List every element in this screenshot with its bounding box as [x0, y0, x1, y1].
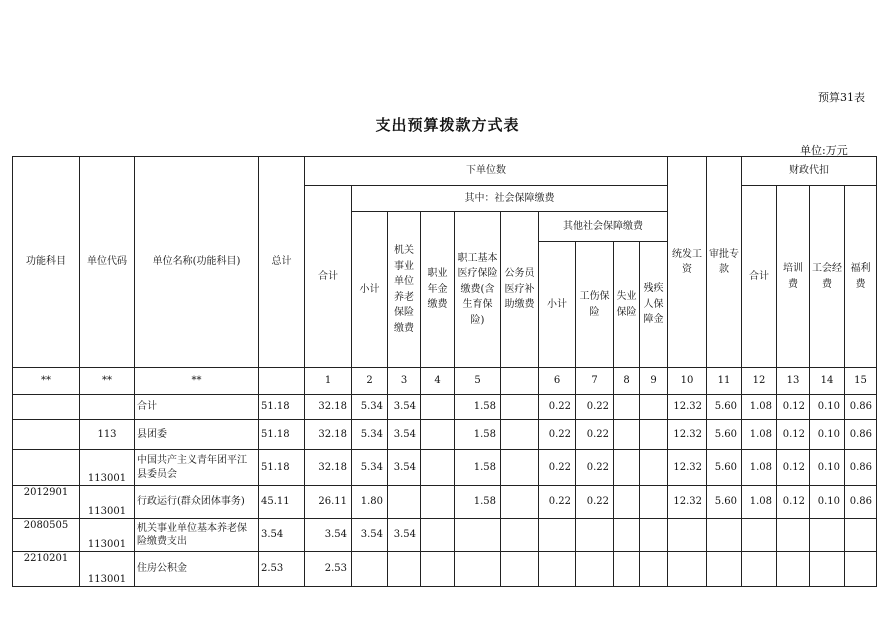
- func-code-cell: 2210201: [13, 552, 80, 587]
- unit-code-cell: 113: [80, 420, 135, 450]
- amount-cell: 12.32: [668, 486, 707, 519]
- amount-cell: 0.10: [810, 395, 845, 420]
- amount-cell: 51.18: [259, 450, 305, 486]
- header-subtotal-sum: 合计: [305, 186, 352, 368]
- amount-cell: [640, 395, 668, 420]
- amount-cell: [388, 486, 421, 519]
- func-code-cell: 2080505: [13, 519, 80, 552]
- amount-cell: [501, 420, 539, 450]
- budget-table: [12, 156, 877, 587]
- index-cell: 8: [614, 368, 640, 395]
- header-fin-sum: 合计: [742, 186, 777, 368]
- amount-cell: 0.10: [810, 486, 845, 519]
- index-cell: **: [135, 368, 259, 395]
- amount-cell: 5.60: [707, 395, 742, 420]
- table-body: [13, 395, 877, 587]
- header-func-code: 功能科目: [13, 157, 80, 368]
- index-cell: 4: [421, 368, 455, 395]
- amount-cell: 1.08: [742, 420, 777, 450]
- amount-cell: 0.22: [539, 486, 576, 519]
- index-cell: [259, 368, 305, 395]
- table-row: [13, 420, 877, 450]
- index-cell: 15: [845, 368, 877, 395]
- amount-cell: [539, 519, 576, 552]
- amount-cell: [501, 395, 539, 420]
- amount-cell: [576, 519, 614, 552]
- index-cell: 9: [640, 368, 668, 395]
- amount-cell: 32.18: [305, 395, 352, 420]
- header-unified-salary: 统发工资: [668, 157, 707, 368]
- index-cell: 1: [305, 368, 352, 395]
- amount-cell: [640, 519, 668, 552]
- amount-cell: [421, 552, 455, 587]
- amount-cell: 0.22: [576, 450, 614, 486]
- page-title: 支出预算拨款方式表: [375, 116, 520, 134]
- amount-cell: 0.12: [777, 486, 810, 519]
- index-cell: [501, 368, 539, 395]
- amount-cell: 2.53: [259, 552, 305, 587]
- amount-cell: [501, 519, 539, 552]
- amount-cell: 0.22: [539, 395, 576, 420]
- func-code-cell: [13, 450, 80, 486]
- amount-cell: [388, 552, 421, 587]
- amount-cell: 0.86: [845, 395, 877, 420]
- amount-cell: 0.12: [777, 395, 810, 420]
- header-annuity: 职业年金缴费: [421, 212, 455, 368]
- amount-cell: 12.32: [668, 420, 707, 450]
- amount-cell: [614, 552, 640, 587]
- amount-cell: 0.12: [777, 450, 810, 486]
- amount-cell: [640, 420, 668, 450]
- header-pension: 机关事业单位养老保险缴费: [388, 212, 421, 368]
- func-code-cell: [13, 420, 80, 450]
- amount-cell: 5.34: [352, 420, 388, 450]
- amount-cell: 0.12: [777, 420, 810, 450]
- amount-cell: [421, 395, 455, 420]
- index-row: [13, 368, 877, 395]
- header-finance-group: 财政代扣: [742, 157, 877, 186]
- unit-name-cell: 合计: [135, 395, 259, 420]
- index-cell: 11: [707, 368, 742, 395]
- unit-code-cell: 113001: [80, 519, 135, 552]
- amount-cell: 1.58: [455, 486, 501, 519]
- unit-name-cell: 住房公积金: [135, 552, 259, 587]
- unit-label: 单位:万元: [800, 144, 848, 157]
- index-cell: **: [13, 368, 80, 395]
- amount-cell: 0.86: [845, 450, 877, 486]
- header-total: 总计: [259, 157, 305, 368]
- amount-cell: 51.18: [259, 420, 305, 450]
- amount-cell: [707, 519, 742, 552]
- amount-cell: [668, 519, 707, 552]
- amount-cell: 5.60: [707, 486, 742, 519]
- amount-cell: 5.60: [707, 420, 742, 450]
- header-medical: 职工基本医疗保险缴费(含生育保险): [455, 212, 501, 368]
- amount-cell: [777, 519, 810, 552]
- amount-cell: [777, 552, 810, 587]
- amount-cell: 12.32: [668, 395, 707, 420]
- amount-cell: [810, 552, 845, 587]
- table-row: [13, 519, 877, 552]
- amount-cell: [810, 519, 845, 552]
- amount-cell: 45.11: [259, 486, 305, 519]
- table-row: [13, 395, 877, 420]
- table-number: 预算31表: [818, 91, 865, 104]
- amount-cell: 3.54: [259, 519, 305, 552]
- amount-cell: 0.22: [539, 420, 576, 450]
- amount-cell: [501, 450, 539, 486]
- amount-cell: 51.18: [259, 395, 305, 420]
- index-cell: 12: [742, 368, 777, 395]
- index-cell: 2: [352, 368, 388, 395]
- amount-cell: 5.60: [707, 450, 742, 486]
- unit-name-cell: 行政运行(群众团体事务): [135, 486, 259, 519]
- amount-cell: 0.86: [845, 420, 877, 450]
- amount-cell: [576, 552, 614, 587]
- amount-cell: [640, 450, 668, 486]
- amount-cell: 3.54: [388, 420, 421, 450]
- amount-cell: [421, 486, 455, 519]
- header-social-group: 其中：社会保障缴费: [352, 186, 668, 212]
- amount-cell: 1.80: [352, 486, 388, 519]
- amount-cell: 1.58: [455, 450, 501, 486]
- func-code-cell: [13, 395, 80, 420]
- amount-cell: [614, 450, 640, 486]
- index-cell: 3: [388, 368, 421, 395]
- header-disability: 残疾人保障金: [640, 242, 668, 368]
- func-code-cell: 2012901: [13, 486, 80, 519]
- amount-cell: 3.54: [305, 519, 352, 552]
- header-injury: 工伤保险: [576, 242, 614, 368]
- amount-cell: [640, 552, 668, 587]
- amount-cell: 1.58: [455, 420, 501, 450]
- unit-name-cell: 中国共产主义青年团平江县委员会: [135, 450, 259, 486]
- amount-cell: 12.32: [668, 450, 707, 486]
- header-unit-code: 单位代码: [80, 157, 135, 368]
- amount-cell: [455, 552, 501, 587]
- amount-cell: [640, 486, 668, 519]
- index-cell: **: [80, 368, 135, 395]
- amount-cell: 1.08: [742, 450, 777, 486]
- amount-cell: 3.54: [388, 519, 421, 552]
- amount-cell: 1.08: [742, 395, 777, 420]
- amount-cell: [421, 420, 455, 450]
- amount-cell: [501, 486, 539, 519]
- amount-cell: 26.11: [305, 486, 352, 519]
- amount-cell: [352, 552, 388, 587]
- amount-cell: [742, 552, 777, 587]
- amount-cell: 2.53: [305, 552, 352, 587]
- amount-cell: [707, 552, 742, 587]
- header-training: 培训费: [777, 186, 810, 368]
- header-special-approval: 审批专款: [707, 157, 742, 368]
- amount-cell: [539, 552, 576, 587]
- amount-cell: 3.54: [388, 450, 421, 486]
- amount-cell: [742, 519, 777, 552]
- unit-code-cell: [80, 395, 135, 420]
- amount-cell: 3.54: [388, 395, 421, 420]
- header-row-1: [13, 157, 877, 186]
- table-row: [13, 486, 877, 519]
- amount-cell: [455, 519, 501, 552]
- amount-cell: 0.22: [576, 486, 614, 519]
- unit-name-cell: 机关事业单位基本养老保险缴费支出: [135, 519, 259, 552]
- amount-cell: [614, 395, 640, 420]
- unit-code-cell: 113001: [80, 552, 135, 587]
- amount-cell: [614, 519, 640, 552]
- header-lower-unit-group: 下单位数: [305, 157, 668, 186]
- amount-cell: 5.34: [352, 450, 388, 486]
- amount-cell: 3.54: [352, 519, 388, 552]
- amount-cell: 1.58: [455, 395, 501, 420]
- index-cell: 5: [455, 368, 501, 395]
- amount-cell: [421, 450, 455, 486]
- header-welfare: 福利费: [845, 186, 877, 368]
- index-cell: 10: [668, 368, 707, 395]
- amount-cell: 0.86: [845, 486, 877, 519]
- unit-name-cell: 县团委: [135, 420, 259, 450]
- amount-cell: [845, 552, 877, 587]
- index-cell: 13: [777, 368, 810, 395]
- header-union: 工会经费: [810, 186, 845, 368]
- table-row: [13, 552, 877, 587]
- amount-cell: 1.08: [742, 486, 777, 519]
- amount-cell: 0.10: [810, 420, 845, 450]
- unit-code-cell: 113001: [80, 486, 135, 519]
- header-unemployment: 失业保险: [614, 242, 640, 368]
- amount-cell: [845, 519, 877, 552]
- index-cell: 6: [539, 368, 576, 395]
- amount-cell: 0.10: [810, 450, 845, 486]
- table-row: [13, 450, 877, 486]
- header-other-subtotal: 小计: [539, 242, 576, 368]
- amount-cell: [421, 519, 455, 552]
- index-cell: 7: [576, 368, 614, 395]
- amount-cell: [668, 552, 707, 587]
- amount-cell: 0.22: [576, 420, 614, 450]
- amount-cell: 32.18: [305, 420, 352, 450]
- header-unit-name: 单位名称(功能科目): [135, 157, 259, 368]
- unit-code-cell: 113001: [80, 450, 135, 486]
- amount-cell: 5.34: [352, 395, 388, 420]
- amount-cell: 0.22: [576, 395, 614, 420]
- amount-cell: [501, 552, 539, 587]
- amount-cell: [614, 420, 640, 450]
- header-social-subtotal: 小计: [352, 212, 388, 368]
- amount-cell: [614, 486, 640, 519]
- amount-cell: 0.22: [539, 450, 576, 486]
- amount-cell: 32.18: [305, 450, 352, 486]
- header-civil-medical: 公务员医疗补助缴费: [501, 212, 539, 368]
- header-other-group: 其他社会保障缴费: [539, 212, 668, 242]
- index-cell: 14: [810, 368, 845, 395]
